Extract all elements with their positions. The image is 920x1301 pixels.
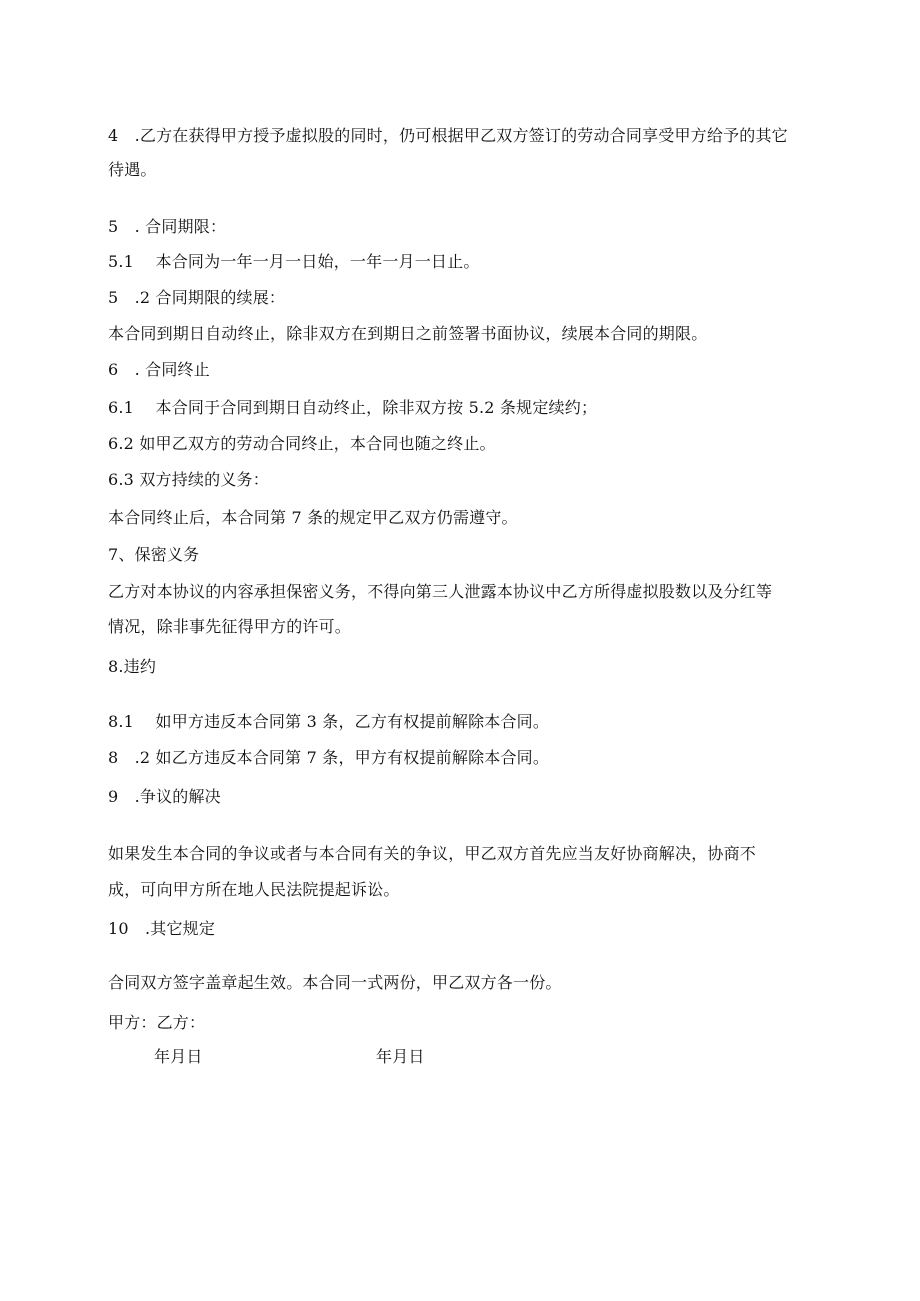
clause-8-2: 8 .2 如乙方违反本合同第 7 条，甲方有权提前解除本合同。	[108, 748, 550, 767]
party-b-date: 年月日	[376, 1047, 425, 1066]
section-9-body-line1: 如果发生本合同的争议或者与本合同有关的争议，甲乙双方首先应当友好协商解决，协商不	[108, 844, 757, 863]
parties-signature-labels: 甲方：乙方：	[108, 1013, 206, 1032]
clause-6-1: 6.1 本合同于合同到期日自动终止，除非双方按 5.2 条规定续约；	[108, 398, 598, 417]
clause-6-2: 6.2 如甲乙双方的劳动合同终止，本合同也随之终止。	[108, 434, 496, 453]
section-10-heading: 10 .其它规定	[108, 919, 216, 938]
section-8-heading: 8.违约	[108, 657, 157, 676]
clause-5-2-heading: 5 .2 合同期限的续展：	[108, 288, 286, 307]
section-6-heading: 6 . 合同终止	[108, 360, 210, 379]
section-9-body-line2: 成，可向甲方所在地人民法院提起诉讼。	[108, 880, 400, 899]
section-7-body-line1: 乙方对本协议的内容承担保密义务，不得向第三人泄露本协议中乙方所得虚拟股数以及分红等	[108, 582, 773, 601]
clause-4-text-line2: 待遇。	[108, 160, 157, 179]
clause-4-text-line1: 4 .乙方在获得甲方授予虚拟股的同时，仍可根据甲乙双方签订的劳动合同享受甲方给予的其它	[108, 126, 788, 145]
section-9-heading: 9 .争议的解决	[108, 787, 221, 806]
clause-8-1: 8.1 如甲方违反本合同第 3 条，乙方有权提前解除本合同。	[108, 712, 550, 731]
section-10-body: 合同双方签字盖章起生效。本合同一式两份，甲乙双方各一份。	[108, 973, 562, 992]
section-5-heading: 5 . 合同期限：	[108, 217, 227, 236]
section-7-body-line2: 情况，除非事先征得甲方的许可。	[108, 617, 352, 636]
clause-5-1: 5.1 本合同为一年一月一日始，一年一月一日止。	[108, 252, 480, 271]
clause-5-2-body: 本合同到期日自动终止，除非双方在到期日之前签署书面协议，续展本合同的期限。	[108, 324, 708, 343]
clause-6-3-heading: 6.3 双方持续的义务：	[108, 470, 269, 489]
clause-6-3-body: 本合同终止后，本合同第 7 条的规定甲乙双方仍需遵守。	[108, 508, 518, 527]
party-a-date: 年月日	[154, 1047, 203, 1066]
section-7-heading: 7、保密义务	[108, 545, 200, 564]
